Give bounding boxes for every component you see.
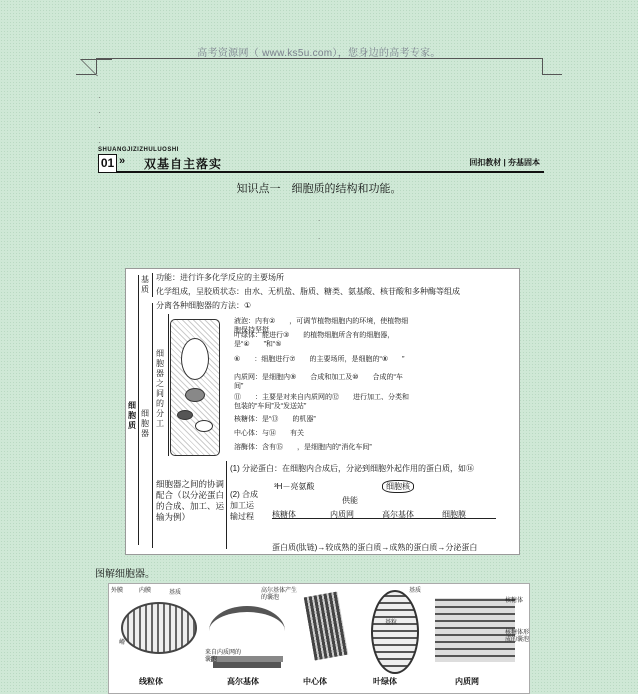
- division-item: 内质网：是细胞内⑨ 合成和加工及⑩ 合成的“车间”: [234, 374, 403, 390]
- organelle-label: 来自内质网的囊泡: [205, 650, 242, 663]
- organelle-label: 基质: [409, 588, 422, 594]
- section-band: [98, 154, 544, 171]
- division-item: 溶酶体：含有⑮ ，是细胞内的“消化车间”: [234, 444, 372, 451]
- organelle-name: 内质网: [455, 676, 479, 686]
- section-tags: 回扣教材 | 夯基固本: [469, 158, 540, 167]
- plant-cell-figure: [170, 319, 220, 456]
- section-number: 01: [98, 154, 117, 173]
- organelle-name: 叶绿体: [373, 676, 397, 686]
- division-item: 核糖体：是“⑬ 的机器”: [234, 416, 316, 423]
- division-item: ⑪ ：主要是对来自内质网的⑫ 进行加工、分类和包装的“车间”及“发送站”: [234, 394, 409, 410]
- organelle-label: 核糖体: [505, 598, 524, 604]
- organelle-illustrations: [108, 583, 530, 694]
- root-label: 细胞质: [128, 401, 136, 430]
- watermark-header: 高考资源网（ www.ks5u.com），您身边的高考专家。: [197, 48, 441, 59]
- division-item: ⑥ ：细胞进行⑦ 的主要场所，是细胞的“⑧ ”: [234, 356, 405, 363]
- flow-ribosome: 核糖体: [272, 510, 296, 519]
- margin-dots: · · · ·: [98, 93, 101, 147]
- matrix-label: 基质: [141, 275, 149, 294]
- flow-er: 内质网: [330, 510, 354, 519]
- section-pinyin: SHUANGJIZIZHULUOSHI: [98, 147, 179, 153]
- division-label: 细胞器之间的分工: [156, 349, 164, 428]
- centriole-figure: [304, 592, 349, 661]
- organelle-label: 基质: [169, 590, 182, 596]
- mitochondrion-figure: [121, 602, 197, 654]
- flow-supply: 供能: [342, 496, 358, 505]
- cytoplasm-diagram: [125, 268, 520, 555]
- organelle-label: 内膜: [139, 588, 152, 594]
- organelle-label: 嵴: [119, 640, 126, 646]
- spacer-dot: .: [318, 214, 321, 223]
- flow-golgi: 高尔基体: [382, 510, 414, 519]
- golgi-figure: [209, 606, 285, 656]
- coop-secretory: (1) 分泌蛋白：在细胞内合成后，分泌到细胞外起作用的蛋白质，如⑯: [230, 464, 474, 473]
- spacer-dot: .: [318, 232, 321, 241]
- section-title: 双基自主落实: [144, 157, 223, 171]
- knowledge-point-title: 知识点一 细胞质的结构和功能。: [236, 183, 402, 195]
- illustration-caption: 图解细胞器。: [95, 569, 155, 580]
- matrix-composition: 化学组成，呈胶质状态：由水、无机盐、脂质、糖类、氨基酸、核苷酸和多种酶等组成: [156, 287, 460, 296]
- organelle-label: 高尔基体产生的囊泡: [261, 588, 298, 601]
- flow-bottom: 蛋白质(肽链)→较成熟的蛋白质→成熟的蛋白质→分泌蛋白: [272, 543, 478, 552]
- division-item: 液泡：内有② ，可调节植物细胞内的环境，使植物细胞保持坚挺: [234, 318, 409, 334]
- organelle-label: 外膜: [111, 588, 124, 594]
- division-item: 叶绿体：能进行③ 的植物细胞所含有的细胞器，是“④ ”和“⑤: [234, 332, 395, 348]
- separation-method: 分离各种细胞器的方法：①: [156, 301, 252, 310]
- section-underline: [117, 171, 544, 173]
- coop-process: (2) 合成加工运输过程: [230, 490, 258, 521]
- flow-aa: ³H－亮氨酸: [274, 482, 315, 491]
- organelle-name: 中心体: [303, 676, 327, 686]
- division-item: 中心体：与⑭ 有关: [234, 430, 304, 437]
- organelle-label: 细胞器: [141, 409, 149, 438]
- organelle-name: 线粒体: [139, 676, 163, 686]
- flow-nucleus: 细胞核: [382, 480, 414, 493]
- organelle-name: 高尔基体: [227, 676, 259, 686]
- flow-membrane: 细胞膜: [442, 510, 466, 519]
- matrix-function: 功能：进行许多化学反应的主要场所: [156, 273, 284, 282]
- organelle-label: 核糖体形成的囊泡: [505, 630, 530, 643]
- coop-label: 细胞器之间的协调配合（以分泌蛋白的合成、加工、运输为例）: [156, 479, 225, 522]
- er-figure: [435, 598, 515, 662]
- chloroplast-figure: [371, 588, 422, 674]
- section-arrow: »: [119, 155, 126, 167]
- organelle-label: 基粒: [385, 620, 398, 626]
